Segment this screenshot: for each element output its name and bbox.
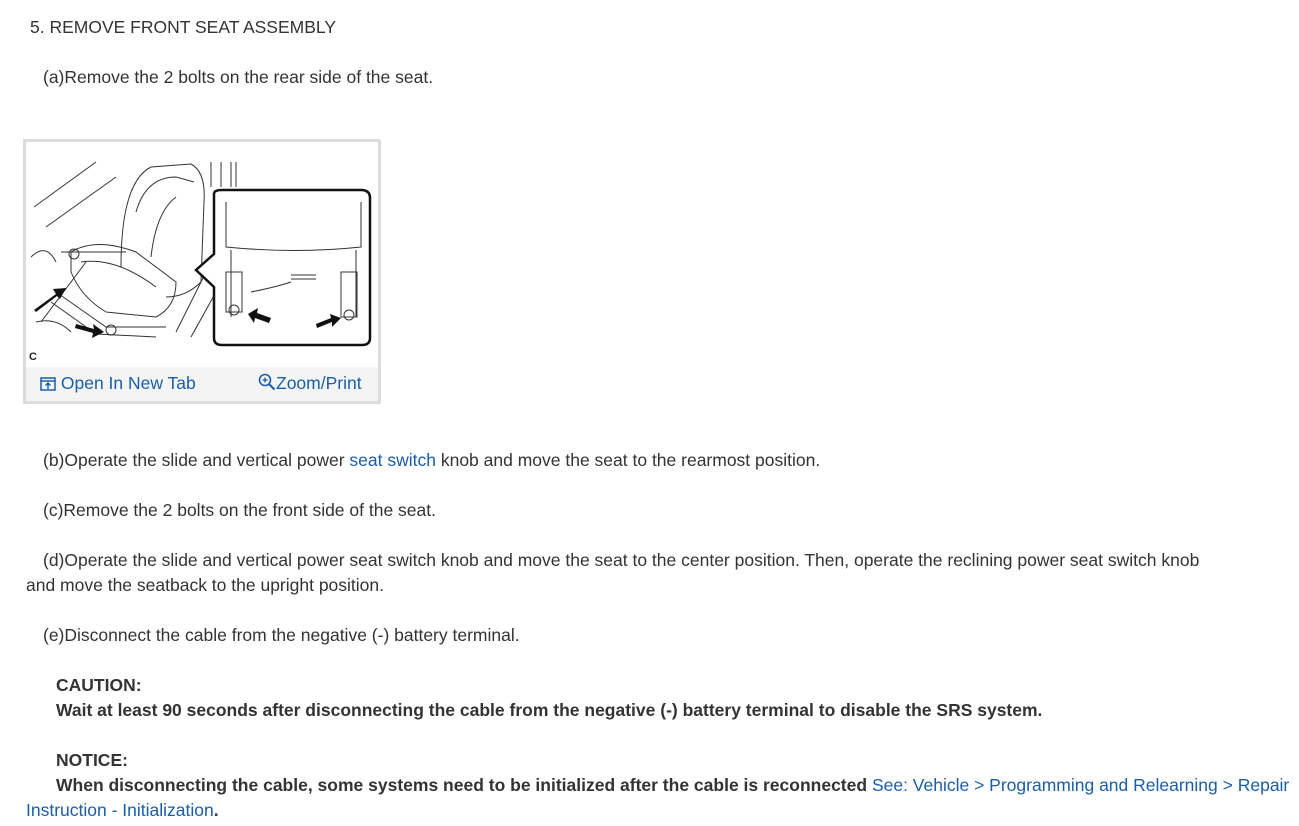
figure-actions-bar	[26, 367, 378, 401]
notice-text: When disconnecting the cable, some systems need to be initialized after the cable is reconnected	[56, 775, 868, 795]
step-b-text-after: knob and move the seat to the rearmost position.	[435, 450, 821, 470]
initialization-link-line2[interactable]: Instruction - Initialization	[26, 800, 214, 820]
open-new-tab-icon	[40, 377, 56, 391]
zoom-print-label: Zoom/Print	[276, 373, 362, 393]
figure-container	[23, 139, 381, 404]
step-c-text: (c)Remove the 2 bolts on the front side of the seat.	[43, 500, 436, 520]
seat-illustration	[26, 142, 378, 401]
section-heading: 5. REMOVE FRONT SEAT ASSEMBLY	[30, 17, 337, 37]
seat-bolt-diagram	[26, 142, 378, 367]
step-b-paragraph	[43, 450, 820, 471]
step-d-line2: and move the seatback to the upright position.	[26, 575, 385, 595]
step-d-line1: (d)Operate the slide and vertical power seat switch knob and move the seat to the center position. Then, operate the reclining power seat switch knob	[43, 550, 1200, 570]
zoom-print-link[interactable]	[258, 373, 362, 394]
notice-line2	[26, 800, 219, 821]
seat-switch-link[interactable]: seat switch	[349, 450, 436, 470]
initialization-link-line1[interactable]: See: Vehicle > Programming and Relearning > Repair	[871, 775, 1290, 795]
step-a-text: (a)Remove the 2 bolts on the rear side of the seat.	[43, 67, 434, 87]
caution-title: CAUTION:	[56, 675, 142, 695]
notice-end: .	[213, 800, 219, 820]
open-new-tab-link[interactable]	[40, 373, 196, 394]
zoom-icon	[258, 373, 276, 391]
figure-label: C	[29, 351, 37, 363]
step-b-text-before: (b)Operate the slide and vertical power	[43, 450, 350, 470]
notice-line1	[56, 775, 1289, 796]
open-new-tab-label: Open In New Tab	[60, 373, 196, 393]
notice-title: NOTICE:	[56, 750, 128, 770]
caution-text: Wait at least 90 seconds after disconnecting the cable from the negative (-) battery terminal to disable the SRS system.	[56, 700, 1043, 720]
step-e-text: (e)Disconnect the cable from the negative (-) battery terminal.	[43, 625, 520, 645]
